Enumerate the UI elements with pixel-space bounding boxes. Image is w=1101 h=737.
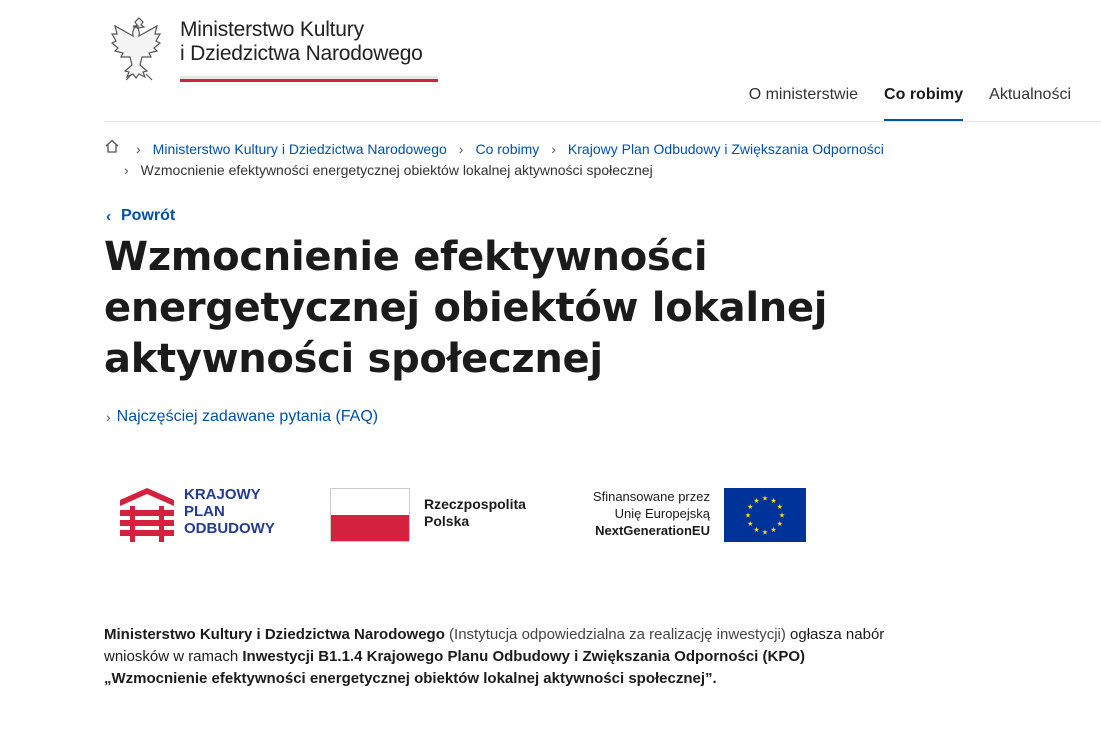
chevron-right-icon: › (551, 140, 556, 157)
intro-paragraph (104, 624, 904, 690)
faq-link[interactable] (106, 408, 378, 426)
flag-stripe (180, 76, 438, 82)
poland-logo-text: Rzeczpospolita Polska (424, 496, 526, 529)
chevron-right-icon: › (106, 409, 111, 425)
white-eagle-emblem-icon (108, 12, 170, 84)
header-divider (104, 121, 1101, 122)
breadcrumb-home[interactable] (104, 138, 124, 159)
page-title: Wzmocnienie efektywności energetycznej obiektów lokalnej aktywności społecznej (104, 234, 828, 382)
eu-star: ★ (747, 504, 754, 511)
chevron-right-icon: › (124, 162, 129, 178)
eu-star: ★ (761, 529, 769, 537)
intro-bold: Inwestycji B1.1.4 Krajowego Planu Odbudowy i Zwiększania Odporności (KPO) „Wzmocnienie efektywności energetycznej obiektów lokalnej aktywności społecznej”. (104, 648, 806, 687)
intro-org-note: (Instytucja odpowiedzialna za realizację inwestycji) (444, 626, 786, 643)
nav-aktualnosci[interactable]: Aktualności (989, 86, 1071, 103)
breadcrumb-item-kpo[interactable]: Krajowy Plan Odbudowy i Zwiększania Odporności (567, 140, 884, 157)
eu-star: ★ (761, 495, 769, 503)
site-header (0, 0, 1101, 122)
intro-org: Ministerstwo Kultury i Dziedzictwa Narodowego (104, 626, 445, 643)
nav-o-ministerstwie[interactable]: O ministerstwie (748, 86, 859, 103)
breadcrumb-item-co-robimy[interactable]: Co robimy (475, 140, 540, 157)
breadcrumb (104, 138, 984, 180)
intro-text: ogłasza nabór wniosków w ramach (104, 626, 885, 665)
kpo-logo-icon (120, 488, 174, 542)
logo-title-line1: Ministerstwo Kultury (180, 18, 364, 41)
eu-star: ★ (753, 497, 760, 505)
eu-star: ★ (778, 512, 786, 520)
breadcrumb-current: Wzmocnienie efektywności energetycznej obiektów lokalnej aktywności społecznej (140, 162, 653, 178)
home-icon (104, 138, 120, 154)
ministry-logo[interactable] (106, 10, 446, 88)
eu-star: ★ (776, 504, 783, 511)
eu-star: ★ (747, 521, 754, 528)
chevron-right-icon: › (458, 140, 464, 157)
breadcrumb-item-ministry[interactable]: Ministerstwo Kultury i Dziedzictwa Narodowego (152, 140, 447, 157)
nav-co-robimy[interactable]: Co robimy (871, 82, 976, 120)
chevron-left-icon: ‹ (106, 207, 111, 225)
eu-star: ★ (776, 521, 783, 528)
main-navigation (736, 82, 1084, 122)
funding-logos (120, 484, 820, 548)
chevron-right-icon: › (136, 140, 141, 157)
poland-flag-icon (330, 488, 410, 542)
logo-title-line2: i Dziedzictwa Narodowego (180, 42, 423, 65)
eu-star: ★ (770, 527, 777, 535)
eu-funding-text: Sfinansowane przez Unię Europejską NextGenerationEU (592, 489, 710, 538)
eu-flag-icon (724, 488, 806, 542)
back-link[interactable] (106, 207, 175, 225)
eu-star: ★ (753, 527, 760, 535)
eu-star: ★ (770, 497, 777, 505)
back-label: Powrót (121, 207, 176, 224)
kpo-logo-text: KRAJOWY PLAN ODBUDOWY (184, 486, 275, 537)
faq-label: Najczęściej zadawane pytania (FAQ) (116, 408, 379, 425)
eu-star: ★ (744, 512, 752, 520)
